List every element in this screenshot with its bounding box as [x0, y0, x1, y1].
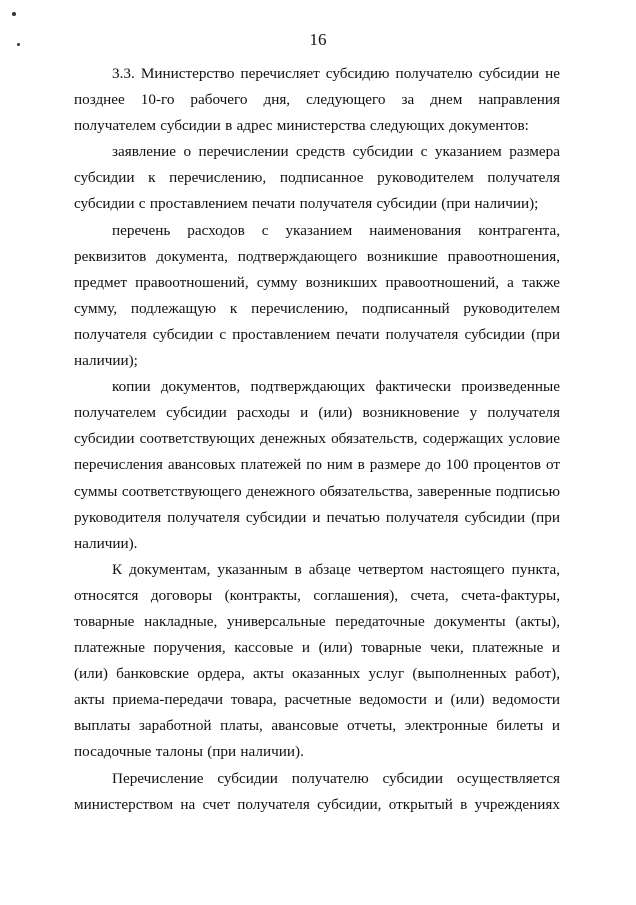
paragraph-document-copies: копии документов, подтверждающих фактически произведенные получателем субсидии расходы и (или) возникновение у получателя субсидии соответствующих денежных обязательств, содержащих условие перечисления авансовых платежей по ним в размере до 100 процентов от суммы соответствующего денежного обязательства, заверенные подписью руководителя получателя субсидии и печатью получателя субсидии (при наличии).	[74, 378, 560, 552]
scan-dot	[12, 12, 16, 16]
paragraph-3-3: 3.3. Министерство перечисляет субсидию получателю субсидии не позднее 10-го рабочего дня, следующего за днем направления получателем субсидии в адрес министерства следующих документов:	[74, 65, 560, 135]
paragraph-document-types: К документам, указанным в абзаце четвертом настоящего пункта, относятся договоры (контракты, соглашения), счета, счета-фактуры, товарные накладные, универсальные передаточные документы (акты), платежные поручения, кассовые и (или) товарные чеки, платежные и (или) банковские ордера, акты оказанных услуг (выполненных работ), акты приема-передачи товара, расчетные ведомости и (или) ведомости выплаты заработной платы, авансовые отчеты, электронные билеты и посадочные талоны (при наличии).	[74, 560, 560, 761]
page-number: 16	[309, 30, 327, 49]
paragraph-transfer: Перечисление субсидии получателю субсидии осуществляется министерством на счет получателя субсидии, открытый в учреждениях	[74, 769, 560, 813]
paragraph-application: заявление о перечислении средств субсидии с указанием размера субсидии к перечислению, подписанное руководителем получателя субсидии с проставлением печати получателя субсидии (при наличии);	[74, 143, 560, 213]
document-body	[74, 61, 560, 818]
paragraph-expense-list: перечень расходов с указанием наименования контрагента, реквизитов документа, подтверждающего возникшие правоотношения, предмет правоотношений, сумму возникших правоотношений, а также сумму, подлежащую к перечислению, подписанный руководителем получателя субсидии с проставлением печати получателя субсидии (при наличии);	[74, 221, 560, 370]
